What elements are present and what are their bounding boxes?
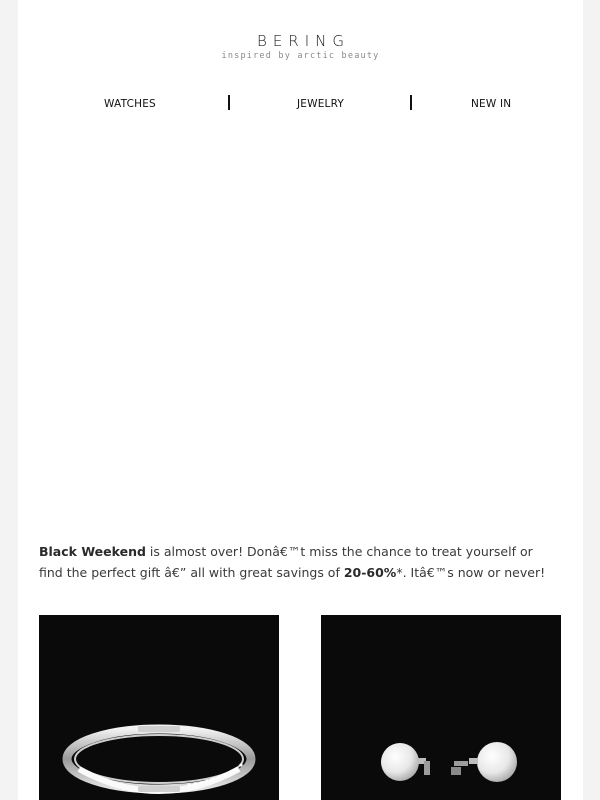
brand-logo[interactable] [18,32,583,61]
nav-item-watches[interactable]: WATCHES [104,98,156,110]
nav-item-new-in[interactable]: NEW IN [471,98,512,110]
nav-divider [410,95,412,110]
email-container [18,0,583,800]
hero-banner[interactable] [18,130,583,520]
nav-divider [228,95,230,110]
intro-body: is almost over! Donâ€™t miss the chance to treat yourself or find the perfect gift â€” all with great savings of [39,544,533,580]
brand-tagline: inspired by arctic beauty [221,51,380,61]
pearl-stud-earrings-image [321,615,561,800]
bangle-bracelet-image [39,615,279,800]
main-nav [18,98,583,114]
intro-closing: *. Itâ€™s now or never! [396,565,546,580]
product-card-earrings[interactable] [321,615,561,800]
nav-item-jewelry[interactable]: JEWELRY [297,98,345,110]
intro-lead: Black Weekend [39,544,146,559]
intro-text [39,541,559,583]
discount-highlight: 20-60% [343,565,397,580]
product-card-bracelet[interactable] [39,615,279,800]
brand-name: BERING [257,32,350,50]
